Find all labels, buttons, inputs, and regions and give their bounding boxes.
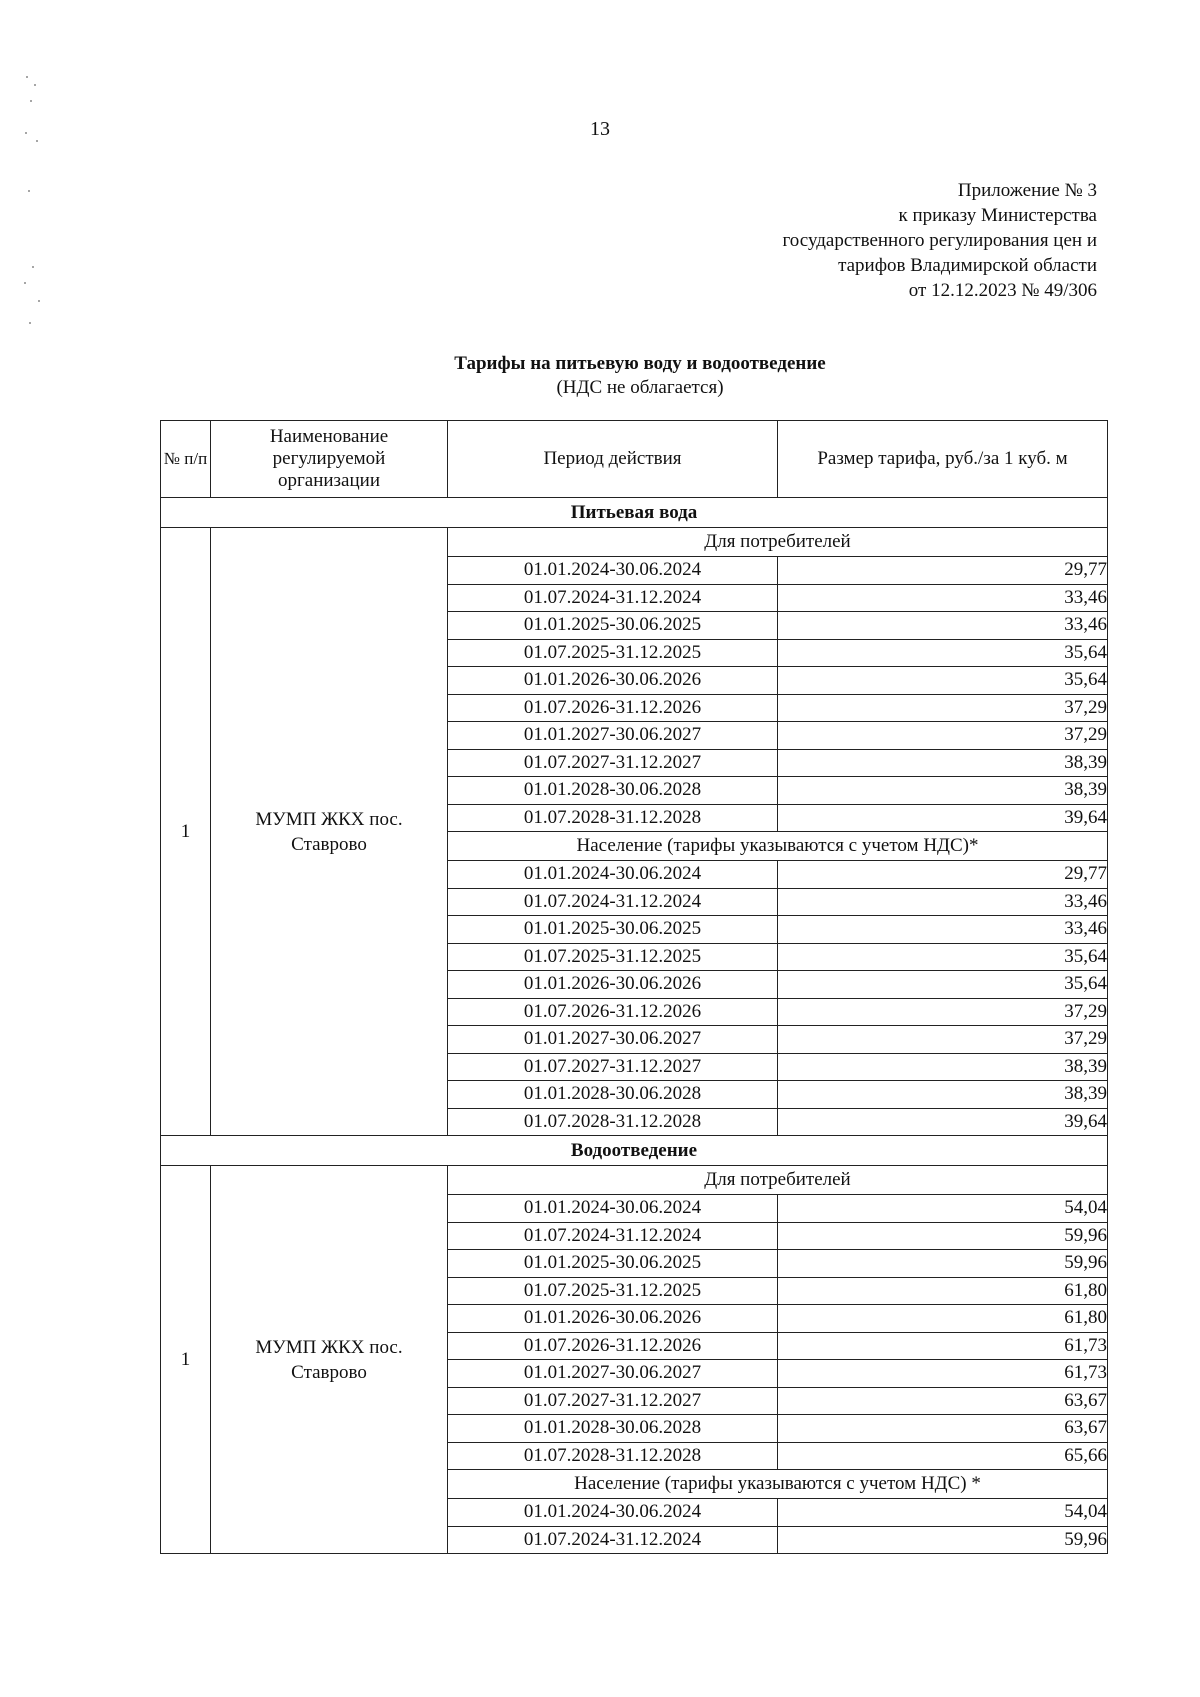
period-cell: 01.01.2024-30.06.2024 <box>448 1499 778 1527</box>
period-cell: 01.01.2027-30.06.2027 <box>448 722 778 750</box>
appendix-line: от 12.12.2023 № 49/306 <box>908 280 1097 301</box>
header-organization-line: регулируемой <box>272 448 386 469</box>
organization-name-line: Ставрово <box>291 1361 367 1383</box>
tariff-value-cell: 59,96 <box>778 1222 1108 1250</box>
group-title: Для потребителей <box>448 1166 1108 1195</box>
group-title: Для потребителей <box>448 528 1108 557</box>
header-tariff-size: Размер тарифа, руб./за 1 куб. м <box>778 421 1108 498</box>
tariff-value-cell: 35,64 <box>778 639 1108 667</box>
row-number: 1 <box>161 1166 211 1554</box>
period-cell: 01.07.2026-31.12.2026 <box>448 1332 778 1360</box>
header-number: № п/п <box>161 421 211 498</box>
appendix-reference <box>782 178 1097 303</box>
period-cell: 01.01.2025-30.06.2025 <box>448 612 778 640</box>
tariff-value-cell: 33,46 <box>778 888 1108 916</box>
document-subtitle: (НДС не облагается) <box>556 377 724 398</box>
tariff-value-cell: 37,29 <box>778 1026 1108 1054</box>
tariff-value-cell: 29,77 <box>778 557 1108 585</box>
section-header-row <box>161 498 1108 528</box>
period-cell: 01.01.2028-30.06.2028 <box>448 777 778 805</box>
appendix-line: к приказу Министерства <box>898 205 1097 226</box>
tariff-table-body <box>161 498 1108 1554</box>
period-cell: 01.07.2025-31.12.2025 <box>448 639 778 667</box>
period-cell: 01.07.2025-31.12.2025 <box>448 1277 778 1305</box>
tariff-value-cell: 35,64 <box>778 943 1108 971</box>
period-cell: 01.01.2028-30.06.2028 <box>448 1415 778 1443</box>
tariff-value-cell: 33,46 <box>778 916 1108 944</box>
tariff-value-cell: 59,96 <box>778 1526 1108 1554</box>
tariff-value-cell: 39,64 <box>778 804 1108 832</box>
tariff-value-cell: 35,64 <box>778 667 1108 695</box>
period-cell: 01.01.2027-30.06.2027 <box>448 1360 778 1388</box>
section-title: Водоотведение <box>161 1136 1108 1166</box>
tariff-value-cell: 38,39 <box>778 1081 1108 1109</box>
row-number: 1 <box>161 528 211 1136</box>
scan-specks <box>22 70 52 370</box>
tariff-value-cell: 37,29 <box>778 998 1108 1026</box>
tariff-value-cell: 38,39 <box>778 1053 1108 1081</box>
period-cell: 01.07.2026-31.12.2026 <box>448 694 778 722</box>
organization-name-line: Ставрово <box>291 833 367 855</box>
appendix-line: государственного регулирования цен и <box>782 230 1097 251</box>
period-cell: 01.01.2024-30.06.2024 <box>448 1195 778 1223</box>
tariff-value-cell: 59,96 <box>778 1250 1108 1278</box>
tariff-value-cell: 61,80 <box>778 1305 1108 1333</box>
tariff-value-cell: 33,46 <box>778 584 1108 612</box>
organization-name <box>211 1166 448 1554</box>
document-title: Тарифы на питьевую воду и водоотведение <box>454 353 826 374</box>
period-cell: 01.07.2024-31.12.2024 <box>448 584 778 612</box>
period-cell: 01.07.2024-31.12.2024 <box>448 1526 778 1554</box>
tariff-value-cell: 61,73 <box>778 1332 1108 1360</box>
tariff-value-cell: 38,39 <box>778 777 1108 805</box>
tariff-table <box>160 420 1108 1554</box>
group-header-row <box>161 1166 1108 1195</box>
period-cell: 01.07.2027-31.12.2027 <box>448 749 778 777</box>
tariff-value-cell: 29,77 <box>778 861 1108 889</box>
period-cell: 01.07.2027-31.12.2027 <box>448 1387 778 1415</box>
period-cell: 01.07.2026-31.12.2026 <box>448 998 778 1026</box>
organization-name-line: МУМП ЖКХ пос. <box>255 1336 403 1358</box>
tariff-value-cell: 63,67 <box>778 1415 1108 1443</box>
group-header-row <box>161 528 1108 557</box>
period-cell: 01.01.2026-30.06.2026 <box>448 667 778 695</box>
period-cell: 01.07.2028-31.12.2028 <box>448 804 778 832</box>
period-cell: 01.01.2026-30.06.2026 <box>448 971 778 999</box>
period-cell: 01.01.2025-30.06.2025 <box>448 1250 778 1278</box>
organization-name-line: МУМП ЖКХ пос. <box>255 808 403 830</box>
group-title: Население (тарифы указываются с учетом НДС)* <box>448 832 1108 861</box>
period-cell: 01.01.2026-30.06.2026 <box>448 1305 778 1333</box>
section-header-row <box>161 1136 1108 1166</box>
tariff-value-cell: 54,04 <box>778 1499 1108 1527</box>
header-organization-line: организации <box>277 470 380 491</box>
period-cell: 01.07.2027-31.12.2027 <box>448 1053 778 1081</box>
tariff-value-cell: 39,64 <box>778 1108 1108 1136</box>
period-cell: 01.07.2024-31.12.2024 <box>448 1222 778 1250</box>
tariff-value-cell: 54,04 <box>778 1195 1108 1223</box>
header-organization <box>211 421 448 498</box>
period-cell: 01.07.2024-31.12.2024 <box>448 888 778 916</box>
period-cell: 01.01.2028-30.06.2028 <box>448 1081 778 1109</box>
group-title: Население (тарифы указываются с учетом НДС) * <box>448 1470 1108 1499</box>
tariff-value-cell: 35,64 <box>778 971 1108 999</box>
tariff-value-cell: 37,29 <box>778 694 1108 722</box>
header-period: Период действия <box>448 421 778 498</box>
appendix-line: тарифов Владимирской области <box>838 255 1097 276</box>
tariff-value-cell: 65,66 <box>778 1442 1108 1470</box>
tariff-value-cell: 63,67 <box>778 1387 1108 1415</box>
tariff-value-cell: 38,39 <box>778 749 1108 777</box>
period-cell: 01.01.2025-30.06.2025 <box>448 916 778 944</box>
organization-name <box>211 528 448 1136</box>
header-organization-line: Наименование <box>269 426 389 447</box>
period-cell: 01.07.2025-31.12.2025 <box>448 943 778 971</box>
tariff-value-cell: 61,73 <box>778 1360 1108 1388</box>
tariff-value-cell: 37,29 <box>778 722 1108 750</box>
appendix-line: Приложение № 3 <box>957 180 1097 201</box>
tariff-value-cell: 61,80 <box>778 1277 1108 1305</box>
table-header-row <box>161 421 1108 498</box>
section-title: Питьевая вода <box>161 498 1108 528</box>
page-number: 13 <box>590 118 610 140</box>
tariff-value-cell: 33,46 <box>778 612 1108 640</box>
period-cell: 01.01.2024-30.06.2024 <box>448 557 778 585</box>
period-cell: 01.01.2027-30.06.2027 <box>448 1026 778 1054</box>
period-cell: 01.01.2024-30.06.2024 <box>448 861 778 889</box>
period-cell: 01.07.2028-31.12.2028 <box>448 1108 778 1136</box>
period-cell: 01.07.2028-31.12.2028 <box>448 1442 778 1470</box>
